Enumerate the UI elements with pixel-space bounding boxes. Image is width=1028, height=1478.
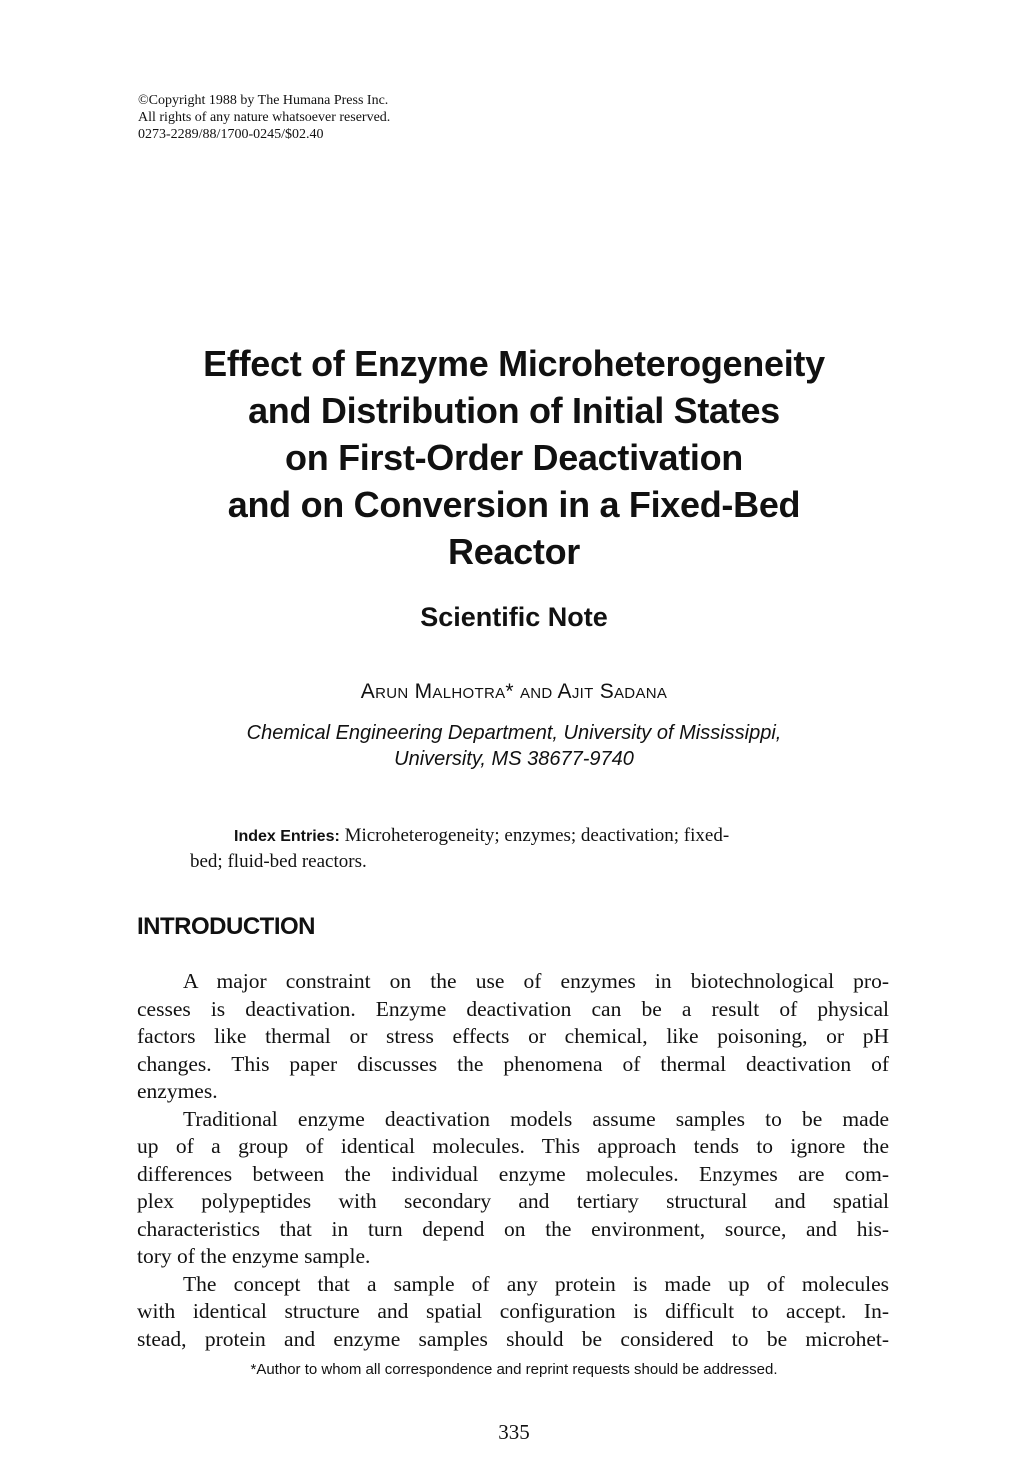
author-list: Arun Malhotra* and Ajit Sadana [360,680,668,703]
section-heading-introduction: INTRODUCTION [137,913,315,940]
body-line: cesses is deactivation. Enzyme deactivation can be a result of physical [137,996,889,1021]
issn-line: 0273-2289/88/1700-0245/$02.40 [138,127,324,142]
index-entries-line [190,823,840,849]
title-line: on First-Order Deactivation [285,437,743,478]
copyright-notice [138,92,390,143]
title-line: and Distribution of Initial States [248,390,780,431]
index-entries-line: bed; fluid-bed reactors. [190,851,367,872]
affiliation-line: University, MS 38677-9740 [394,748,634,770]
author-affiliation [0,720,1028,772]
paper-subtitle: Scientific Note [420,602,608,632]
body-line: plex polypeptides with secondary and tertiary structural and spatial [137,1189,889,1213]
body-line: stead, protein and enzyme samples should be considered to be microhet- [137,1326,889,1351]
body-line: Traditional enzyme deactivation models assume samples to be made [183,1106,889,1131]
rights-line: All rights of any nature whatsoever reserved. [138,110,391,125]
footnote: *Author to whom all correspondence and reprint requests should be addressed. [250,1361,778,1378]
title-line: and on Conversion in a Fixed-Bed [227,484,801,525]
index-entries-label: Index Entries: [234,828,340,845]
title-line: Effect of Enzyme Microheterogeneity [203,343,825,384]
copyright-line: ©Copyright 1988 by The Humana Press Inc. [138,93,389,108]
index-entries [190,823,840,874]
body-line: characteristics that in turn depend on the environment, source, and his- [137,1216,889,1241]
body-line: A major constraint on the use of enzymes in biotechnological pro- [183,969,889,993]
body-line: tory of the enzyme sample. [137,1244,371,1268]
body-line: with identical structure and spatial configuration is difficult to accept. In- [137,1299,889,1323]
body-line: changes. This paper discusses the phenomena of thermal deactivation of [137,1051,889,1076]
body-line: factors like thermal or stress effects or chemical, like poisoning, or pH [137,1024,889,1048]
paper-title [0,340,1028,575]
index-entries-text: Microheterogeneity; enzymes; deactivation; fixed- [339,825,730,846]
body-text [137,968,889,1353]
body-line: up of a group of identical molecules. This approach tends to ignore the [137,1134,889,1158]
body-line: differences between the individual enzyme molecules. Enzymes are com- [137,1161,889,1186]
affiliation-line: Chemical Engineering Department, University of Mississippi, [246,722,782,744]
body-line: enzymes. [137,1079,218,1103]
page-number: 335 [498,1420,530,1444]
body-line: The concept that a sample of any protein is made up of molecules [183,1271,889,1296]
title-line: Reactor [448,531,580,572]
